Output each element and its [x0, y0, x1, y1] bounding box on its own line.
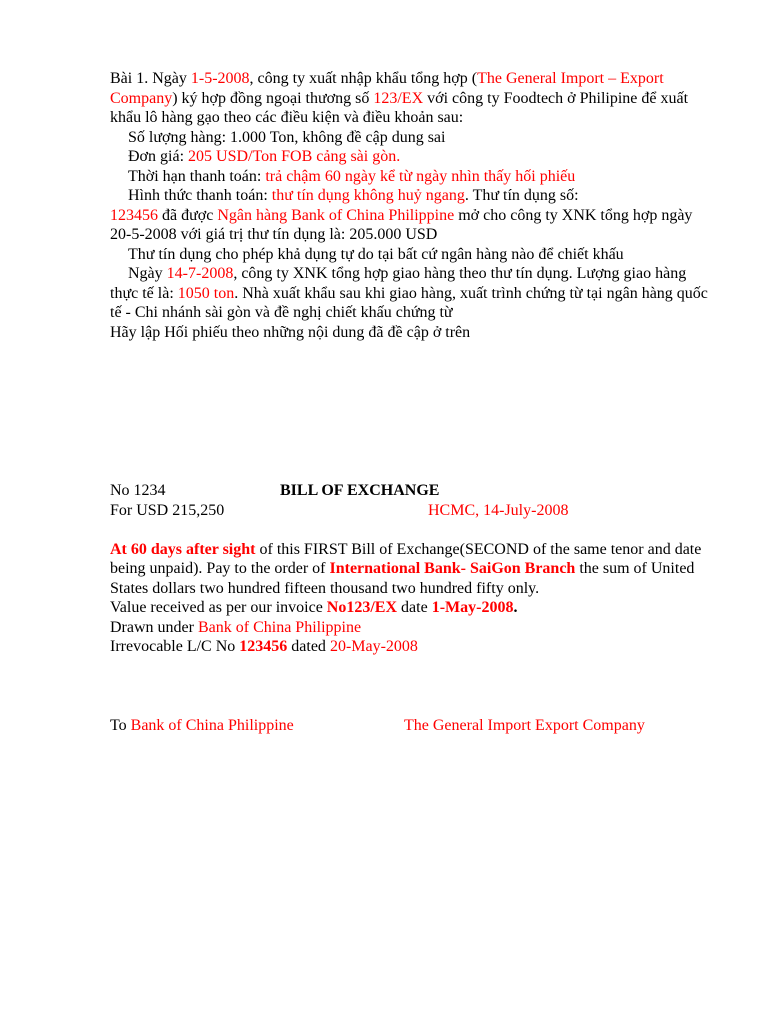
bill-body — [110, 540, 730, 599]
payment-method-line — [110, 186, 710, 206]
text: mở cho công ty XNK tổng hợp ngày 20-5-2008 với giá trị thư tín dụng là: 205.000 USD — [110, 206, 693, 243]
bill-tenor: At 60 days after sight — [110, 540, 256, 558]
text: . Nhà xuất khẩu sau khi giao hàng, xuất trình chứng từ tại ngân hàng quốc tế - Chi nhánh sài gòn và đề nghị chiết khấu chứng từ — [110, 284, 708, 321]
text: ) ký hợp đồng ngoại thương số — [172, 89, 374, 107]
shipment-line — [110, 264, 710, 323]
price-label: Đơn giá: — [128, 148, 189, 165]
text: the sum of United States dollars two hundred fifteen thousand two hundred fifty only. — [110, 560, 695, 597]
text: . Thư tín dụng số: — [464, 187, 579, 204]
bill-lc-date: 20-May-2008 — [329, 638, 418, 655]
text: Value received as per our invoice — [110, 599, 327, 616]
drawee-bank: Bank of China Philippine — [130, 717, 294, 734]
shipment-date: 14-7-2008 — [166, 265, 234, 282]
drawer-company: The General Import Export Company — [404, 717, 645, 734]
text: Drawn under — [110, 618, 198, 636]
bill-number: No 1234 — [110, 482, 166, 499]
bill-of-exchange — [110, 481, 730, 657]
text: Irrevocable L/C No — [110, 638, 240, 655]
payment-term-line — [110, 167, 710, 187]
bill-header-row — [110, 481, 730, 501]
term-value: trả chậm 60 ngày kể từ ngày nhìn thấy hối phiếu — [265, 167, 576, 185]
negotiation-line: Thư tín dụng cho phép khả dụng tự do tại bất cứ ngân hàng nào để chiết khấu — [128, 245, 624, 263]
exporter-name: The General Import – Export Company — [110, 70, 664, 107]
bill-lc-number: 123456 — [239, 638, 288, 655]
task-line: Hãy lập Hối phiếu theo những nội dung đã đề cập ở trên — [110, 323, 471, 341]
bill-place-date: HCMC, 14-July-2008 — [428, 501, 569, 519]
text: , công ty xuất nhập khẩu tổng hợp ( — [249, 70, 478, 87]
text: dated — [287, 638, 330, 655]
price-value: 205 USD/Ton FOB cảng sài gòn. — [188, 148, 401, 165]
contract-date: 1-5-2008 — [190, 70, 250, 87]
to-label: To — [110, 717, 131, 734]
issuing-bank: Ngân hàng Bank of China Philippine — [217, 206, 455, 224]
invoice-number: No123/EX — [326, 599, 398, 616]
lc-line — [110, 206, 710, 245]
drawn-bank: Bank of China Philippine — [197, 618, 362, 636]
text: date — [397, 599, 432, 616]
text: với công ty Foodtech ở Philipine để xuất khẩu lô hàng gạo theo các điều kiện và điều khoản sau: — [110, 89, 689, 126]
quantity-line: Số lượng hàng: 1.000 Ton, không đề cập dung sai — [128, 128, 446, 146]
bill-payee: International Bank- SaiGon Branch — [329, 560, 576, 577]
text: Ngày — [128, 265, 167, 282]
drawee-drawer-line — [110, 716, 730, 736]
text: . — [513, 599, 518, 616]
spacer — [110, 520, 730, 540]
text: Bài 1. Ngày — [110, 70, 191, 87]
bill-amount: For USD 215,250 — [110, 501, 225, 519]
lc-number: 123456 — [110, 206, 158, 224]
invoice-date: 1-May-2008 — [431, 599, 514, 616]
term-label: Thời hạn thanh toán: — [128, 167, 266, 185]
shipment-quantity: 1050 ton — [177, 284, 235, 302]
method-label: Hình thức thanh toán: — [128, 187, 272, 204]
lc-reference-line — [110, 637, 730, 657]
price-line — [110, 147, 710, 167]
method-value: thư tín dụng không huỷ ngang — [271, 187, 465, 204]
bill-amount-row — [110, 501, 730, 521]
text: đã được — [158, 206, 218, 224]
value-received-line — [110, 598, 730, 618]
problem-intro — [110, 69, 710, 128]
contract-number: 123/EX — [373, 89, 424, 107]
bill-title: BILL OF EXCHANGE — [280, 482, 440, 499]
problem-statement — [110, 69, 710, 342]
text: , công ty XNK tổng hợp giao hàng theo thư tín dụng. Lượng giao hàng thực tế là: — [110, 265, 687, 302]
drawn-under-line — [110, 618, 730, 638]
text: of this FIRST Bill of Exchange(SECOND of the same tenor and date being unpaid). Pay to the order of — [110, 540, 702, 577]
